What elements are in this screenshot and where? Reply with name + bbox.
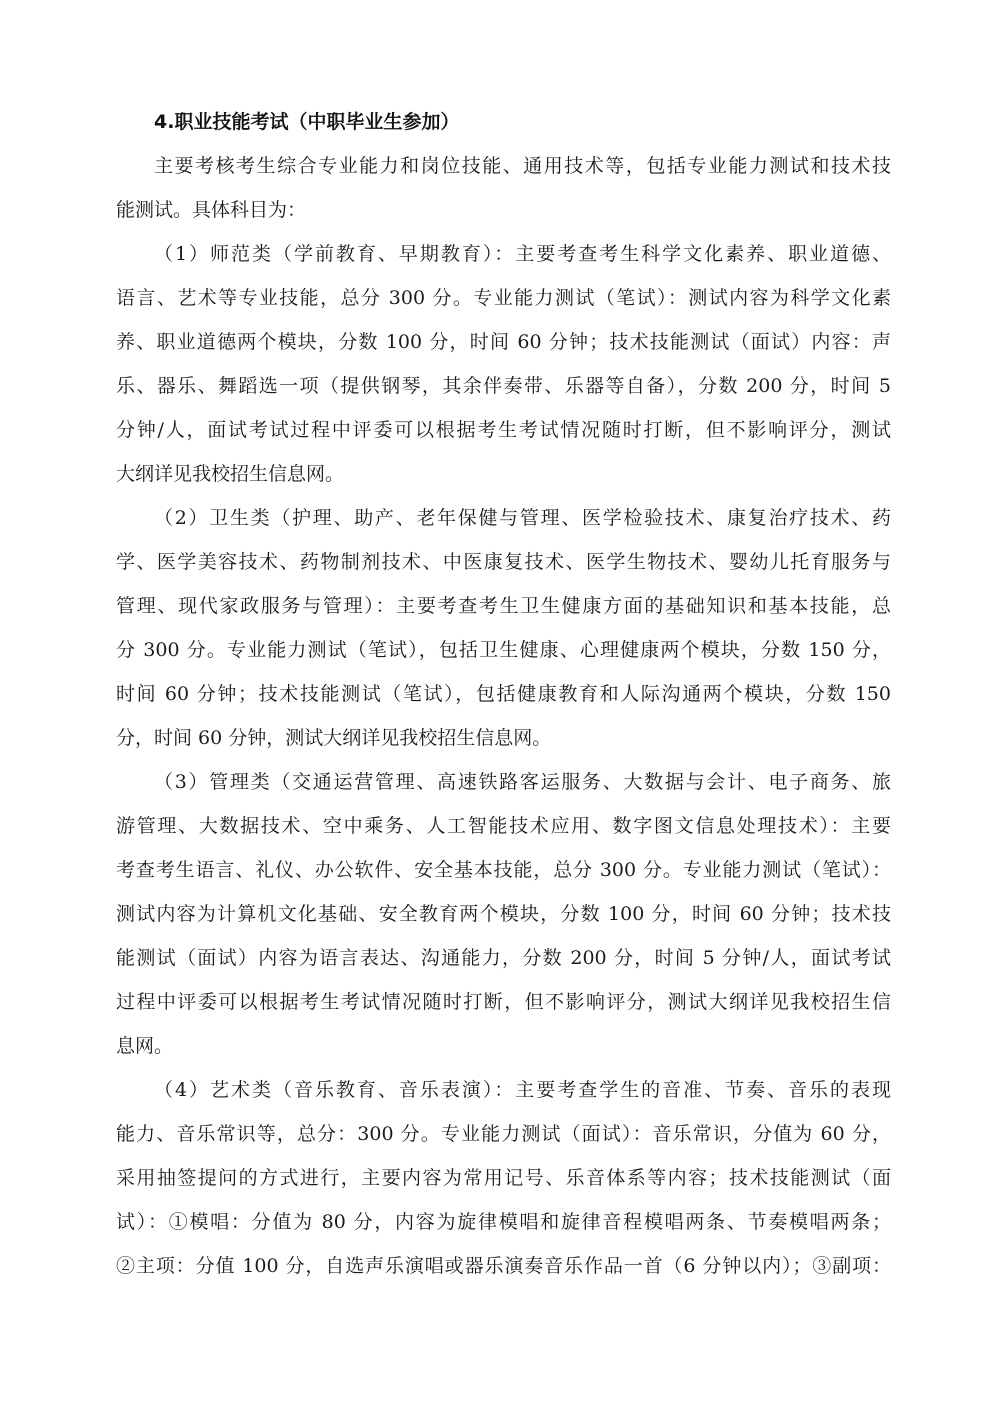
text-line: 能测试。具体科目为： (116, 199, 307, 221)
text-line: （4）艺术类（音乐教育、音乐表演）：主要考查学生的音准、节奏、音乐的表现 (154, 1079, 891, 1101)
paragraph-health (116, 496, 891, 760)
text-line: 分钟/人，面试考试过程中评委可以根据考生考试情况随时打断，但不影响评分，测试 (116, 419, 891, 441)
text-line: 时间 60 分钟；技术技能测试（笔试），包括健康教育和人际沟通两个模块，分数 150 (116, 683, 891, 705)
text-line: 主要考核考生综合专业能力和岗位技能、通用技术等，包括专业能力测试和技术技 (154, 155, 891, 177)
paragraph-management (116, 760, 891, 1068)
text-line: 大纲详见我校招生信息网。 (116, 463, 345, 485)
paragraph-arts (116, 1068, 891, 1288)
text-line: （1）师范类（学前教育、早期教育）：主要考查考生科学文化素养、职业道德、 (154, 243, 891, 265)
text-line: 息网。 (116, 1035, 174, 1057)
text-line: 能力、音乐常识等，总分：300 分。专业能力测试（面试）：音乐常识，分值为 60 分， (116, 1123, 891, 1145)
text-line: 测试内容为计算机文化基础、安全教育两个模块，分数 100 分，时间 60 分钟；技术技 (116, 903, 891, 925)
section-heading: 4.职业技能考试（中职毕业生参加） (154, 111, 460, 133)
text-line: 过程中评委可以根据考生考试情况随时打断，但不影响评分，测试大纲详见我校招生信 (116, 991, 891, 1013)
text-line: 采用抽签提问的方式进行，主要内容为常用记号、乐音体系等内容；技术技能测试（面 (116, 1167, 891, 1189)
text-line: 养、职业道德两个模块，分数 100 分，时间 60 分钟；技术技能测试（面试）内容：声 (116, 331, 891, 353)
text-line: 乐、器乐、舞蹈选一项（提供钢琴，其余伴奏带、乐器等自备），分数 200 分，时间 5 (116, 375, 891, 397)
text-line: 试）：①模唱：分值为 80 分，内容为旋律模唱和旋律音程模唱两条、节奏模唱两条； (116, 1211, 891, 1233)
text-line: （3）管理类（交通运营管理、高速铁路客运服务、大数据与会计、电子商务、旅 (154, 771, 891, 793)
paragraph-teacher-education (116, 232, 891, 496)
text-line: 分 300 分。专业能力测试（笔试），包括卫生健康、心理健康两个模块，分数 150 分， (116, 639, 891, 661)
text-line: 管理、现代家政服务与管理）：主要考查考生卫生健康方面的基础知识和基本技能，总 (116, 595, 891, 617)
paragraph-intro (116, 144, 891, 232)
text-line: 学、医学美容技术、药物制剂技术、中医康复技术、医学生物技术、婴幼儿托育服务与 (116, 551, 891, 573)
text-line: 分，时间 60 分钟，测试大纲详见我校招生信息网。 (116, 727, 552, 749)
text-line: （2）卫生类（护理、助产、老年保健与管理、医学检验技术、康复治疗技术、药 (154, 507, 891, 529)
text-line: 语言、艺术等专业技能，总分 300 分。专业能力测试（笔试）：测试内容为科学文化素 (116, 287, 891, 309)
text-line: 能测试（面试）内容为语言表达、沟通能力，分数 200 分，时间 5 分钟/人，面试考试 (116, 947, 891, 969)
text-line: 游管理、大数据技术、空中乘务、人工智能技术应用、数字图文信息处理技术）：主要 (116, 815, 891, 837)
text-line: 考查考生语言、礼仪、办公软件、安全基本技能，总分 300 分。专业能力测试（笔试）： (116, 859, 891, 881)
document-page (116, 100, 891, 1288)
text-line: ②主项：分值 100 分，自选声乐演唱或器乐演奏音乐作品一首（6 分钟以内）；③副项： (116, 1255, 891, 1277)
